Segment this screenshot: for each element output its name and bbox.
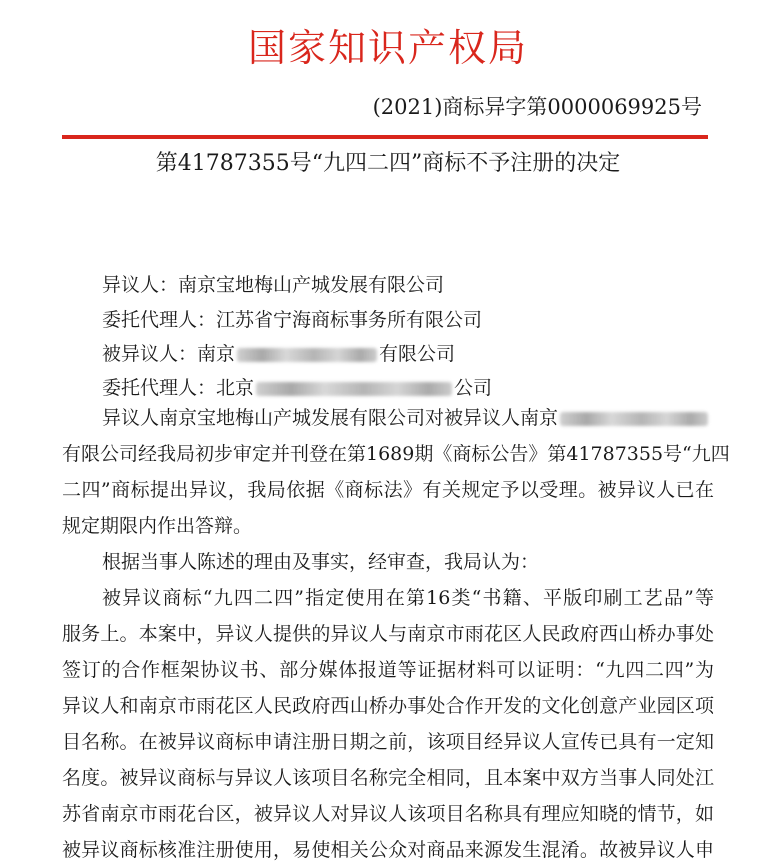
red-divider-line — [62, 135, 708, 139]
body-line: 根据当事人陈述的理由及事实，经审查，我局认为： — [102, 551, 540, 573]
respondent-agent-prefix: 北京 — [216, 377, 255, 399]
respondent-label: 被异议人： — [102, 343, 198, 365]
body-line: 名度。被异议商标与异议人该项目名称完全相同，且本案中双方当事人同处江 — [62, 767, 714, 789]
opponent-agent-name: 江苏省宁海商标事务所有限公司 — [216, 309, 483, 331]
respondent-agent-label: 委托代理人： — [102, 377, 217, 399]
opponent-agent-line — [102, 307, 482, 333]
opponent-label: 异议人： — [102, 274, 179, 296]
redacted-block — [237, 348, 377, 362]
redacted-block — [256, 382, 452, 396]
document-number: (2021)商标异字第0000069925号 — [372, 95, 702, 119]
decision-title: 第41787355号“九四二四”商标不予注册的决定 — [155, 151, 621, 176]
opponent-name: 南京宝地梅山产城发展有限公司 — [178, 274, 445, 296]
body-line: 规定期限内作出答辩。 — [62, 515, 253, 537]
respondent-suffix: 有限公司 — [379, 343, 456, 365]
respondent-line — [102, 341, 455, 367]
body-line: 异议人南京宝地梅山产城发展有限公司对被异议人南京 — [62, 400, 714, 436]
body-line: 被异议商标核准注册使用，易使相关公众对商品来源发生混淆。故被异议人申 — [62, 839, 714, 861]
respondent-agent-line — [102, 375, 492, 401]
body-line: 目名称。在被异议商标申请注册日期之前，该项目经异议人宣传已具有一定知 — [62, 731, 714, 753]
body-line: 签订的合作框架协议书、部分媒体报道等证据材料可以证明：“九四二四”为 — [62, 659, 714, 681]
respondent-agent-suffix: 公司 — [454, 377, 493, 399]
respondent-prefix: 南京 — [197, 343, 236, 365]
body-line: 异议人和南京市雨花区人民政府西山桥办事处合作开发的文化创意产业园区项 — [62, 695, 714, 717]
opponent-line — [102, 272, 444, 298]
body-line: 二四”商标提出异议，我局依据《商标法》有关规定予以受理。被异议人已在 — [62, 479, 714, 501]
body-line: 服务上。本案中，异议人提供的异议人与南京市雨花区人民政府西山桥办事处 — [62, 623, 714, 645]
redacted-block — [560, 412, 708, 426]
body-line: 苏省南京市雨花台区，被异议人对异议人该项目名称具有理应知晓的情节，如 — [62, 803, 714, 825]
body-line: 有限公司经我局初步审定并刊登在第1689期《商标公告》第41787355号“九四 — [62, 443, 730, 465]
opponent-agent-label: 委托代理人： — [102, 309, 217, 331]
body-line: 被异议商标“九四二四”指定使用在第16类“书籍、平版印刷工艺品”等 — [102, 587, 714, 609]
decision-body — [62, 400, 730, 868]
issuing-agency-heading: 国家知识产权局 — [247, 26, 528, 70]
